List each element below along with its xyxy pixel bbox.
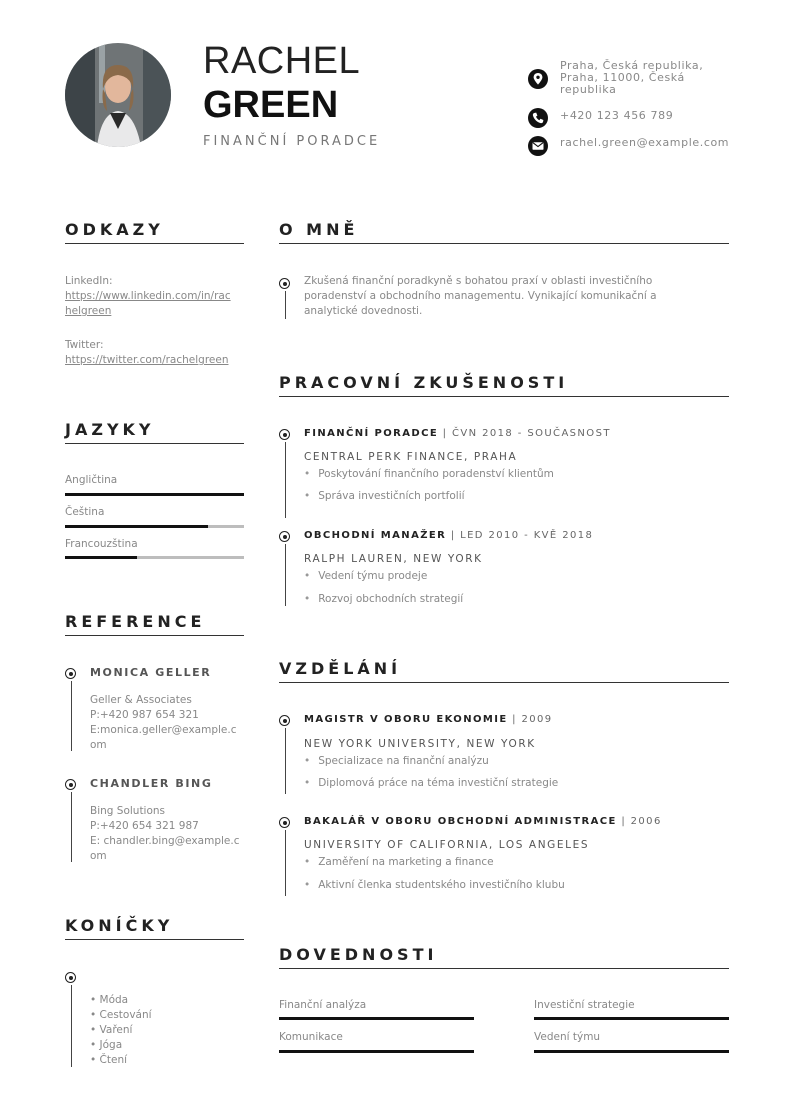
reference-email[interactable]: om [90,850,107,862]
timeline-marker [279,715,290,726]
timeline-marker [279,817,290,828]
about-text [304,274,657,319]
twitter-label: Twitter: [65,339,104,351]
linkedin-label: LinkedIn: [65,275,113,287]
linkedin-link[interactable]: https://www.linkedin.com/in/rac [65,290,231,302]
education-school: NEW YORK UNIVERSITY, NEW YORK [304,738,536,750]
experience-title [304,530,593,541]
education-heading: VZDĚLÁNÍ [279,659,402,678]
twitter-block [65,338,229,368]
experience-bullet: • Poskytování finančního poradenství klientům [304,468,554,480]
reference-company: Geller & Associates [90,694,192,706]
education-title [304,714,553,725]
education-title [304,816,662,827]
timeline-marker [279,278,290,289]
language-level-bar [65,525,244,528]
section-divider [279,243,729,244]
reference-email[interactable]: E: chandler.bing@example.c [90,835,240,847]
language-level-fill [65,525,208,528]
reference-name: MONICA GELLER [90,666,212,679]
timeline-line [71,985,72,1067]
timeline-marker [279,429,290,440]
hobby-item: • Čtení [90,1054,128,1066]
reference-phone: P:+420 654 321 987 [90,820,199,832]
hobbies-heading: KONÍČKY [65,916,174,935]
address-line: Praha, Česká republika, [560,59,704,72]
experience-bullet: • Správa investičních portfolií [304,490,465,502]
location-pin-icon [528,69,548,89]
experience-period: | ČVN 2018 - SOUČASNOST [438,428,611,439]
skill-bar [534,1050,729,1053]
timeline-line [285,544,286,606]
languages-heading: JAZYKY [65,420,155,439]
phone-icon [528,108,548,128]
job-title: FINANČNÍ PORADCE [203,134,381,149]
timeline-line [285,291,286,319]
reference-email[interactable]: om [90,739,107,751]
reference-details [90,693,236,753]
skill-bar [279,1050,474,1053]
about-line: analytické dovednosti. [304,305,423,317]
last-name: GREEN [203,84,339,126]
experience-title [304,428,611,439]
language-name: Francouzština [65,538,138,550]
language-name: Angličtina [65,474,118,486]
education-bullet: • Specializace na finanční analýzu [304,755,489,767]
timeline-line [285,830,286,896]
links-heading: ODKAZY [65,220,164,239]
references-heading: REFERENCE [65,612,206,631]
timeline-marker [65,668,76,679]
envelope-icon [528,136,548,156]
education-bullet: • Zaměření na marketing a finance [304,856,494,868]
twitter-link[interactable]: https://twitter.com/rachelgreen [65,354,229,366]
skill-label: Investiční strategie [534,999,635,1011]
address-line: Praha, 11000, Česká [560,71,685,84]
reference-company: Bing Solutions [90,805,166,817]
timeline-marker [65,972,76,983]
language-level-fill [65,493,244,496]
experience-role: OBCHODNÍ MANAŽER [304,530,447,541]
section-divider [65,443,244,444]
reference-name: CHANDLER BING [90,777,213,790]
section-divider [279,396,729,397]
education-degree: BAKALÁŘ V OBORU OBCHODNÍ ADMINISTRACE [304,816,617,827]
contact-email[interactable]: rachel.green@example.com [560,136,730,149]
education-school: UNIVERSITY OF CALIFORNIA, LOS ANGELES [304,839,590,851]
language-name: Čeština [65,506,105,518]
experience-role: FINANČNÍ PORADCE [304,428,439,439]
hobbies-list [90,993,152,1068]
hobby-item: • Jóga [90,1039,123,1051]
education-degree: MAGISTR V OBORU EKONOMIE [304,714,508,725]
timeline-line [285,442,286,518]
timeline-marker [65,779,76,790]
experience-company: RALPH LAUREN, NEW YORK [304,553,483,565]
language-level-bar [65,493,244,496]
education-bullet: • Aktivní členka studentského investičního klubu [304,879,565,891]
language-level-fill [65,556,137,559]
section-divider [279,682,729,683]
experience-bullet: • Rozvoj obchodních strategií [304,593,463,605]
profile-photo [65,43,171,147]
timeline-line [71,681,72,751]
about-line: poradenství a obchodního managementu. Vynikající komunikační a [304,290,657,302]
hobby-item: • Vaření [90,1024,133,1036]
language-level-bar [65,556,244,559]
skill-label: Komunikace [279,1031,343,1043]
timeline-line [285,728,286,794]
section-divider [65,635,244,636]
about-heading: O MNĚ [279,220,359,239]
skill-bar [279,1017,474,1020]
about-line: Zkušená finanční poradkyně s bohatou praxí v oblasti investičního [304,275,653,287]
hobby-item: • Cestování [90,1009,152,1021]
education-year: | 2009 [507,714,553,725]
hobby-item: • Móda [90,994,129,1006]
reference-phone: P:+420 987 654 321 [90,709,199,721]
timeline-line [71,792,72,862]
portrait-photo [65,43,171,147]
first-name: RACHEL [203,40,361,82]
linkedin-block [65,274,231,319]
experience-period: | LED 2010 - KVĚ 2018 [446,530,594,541]
section-divider [279,968,729,969]
experience-bullet: • Vedení týmu prodeje [304,570,427,582]
education-bullet: • Diplomová práce na téma investiční strategie [304,777,558,789]
timeline-marker [279,531,290,542]
experience-heading: PRACOVNÍ ZKUŠENOSTI [279,373,569,392]
skills-heading: DOVEDNOSTI [279,945,438,964]
section-divider [65,939,244,940]
address-line: republika [560,83,617,96]
skill-label: Finanční analýza [279,999,367,1011]
reference-email[interactable]: E:monica.geller@example.c [90,724,237,736]
contact-address [560,60,703,96]
education-year: | 2006 [616,816,662,827]
section-divider [65,243,244,244]
contact-phone: +420 123 456 789 [560,109,674,122]
linkedin-link[interactable]: helgreen [65,305,112,317]
experience-company: CENTRAL PERK FINANCE, PRAHA [304,451,518,463]
skill-bar [534,1017,729,1020]
reference-details [90,804,239,864]
skill-label: Vedení týmu [534,1031,601,1043]
